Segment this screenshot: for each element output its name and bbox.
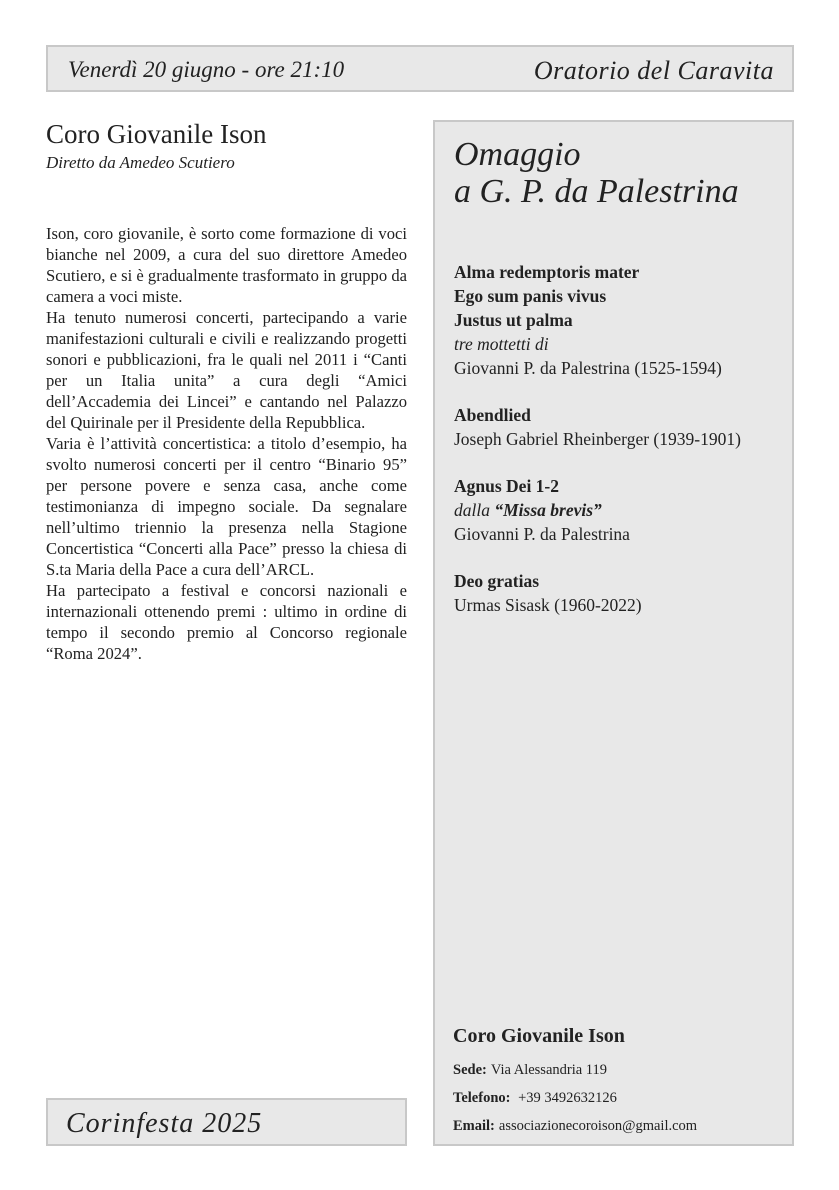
choir-description xyxy=(46,118,407,664)
piece-note: tre mottetti di xyxy=(454,334,549,354)
bio-paragraph: Ha tenuto numerosi concerti, partecipando a varie manifestazioni culturali e civili e realizzando progetti sonori e pubblicazioni, fra le quali nel 2011 i “Canti per un Italia unita” a cura degli “Amici dell’Accademia dei Lincei” e cantando nel Palazzo del Quirinale per il Presidente della Repubblica. xyxy=(46,308,407,432)
piece-source-prefix: dalla xyxy=(454,500,490,520)
address-label: Sede: xyxy=(453,1062,487,1078)
piece-item xyxy=(454,403,784,451)
program-title-line: Omaggio xyxy=(454,136,581,173)
piece-composer: Giovanni P. da Palestrina xyxy=(454,524,630,544)
piece-composer: Joseph Gabriel Rheinberger (1939-1901) xyxy=(454,429,741,449)
choir-bio xyxy=(46,223,407,664)
contact-address xyxy=(453,1056,788,1084)
piece-item xyxy=(454,474,784,546)
festival-banner xyxy=(46,1098,407,1146)
contact-phone xyxy=(453,1084,788,1112)
piece-item xyxy=(454,260,784,380)
bio-paragraph: Varia è l’attività concertistica: a titolo d’esempio, ha svolto numerosi concerti per il centro “Binario 95” per persone povere e senza casa, anche come testimonianza di impegno sociale. Da segnalare nell’ultimo triennio la presenza nella Stagione Concertistica “Concerti alla Pace” presso la chiesa di S.ta Maria della Pace a cura dell’ARCL. xyxy=(46,434,407,579)
program-pieces xyxy=(454,260,784,640)
piece-title: Abendlied xyxy=(454,405,531,425)
piece-composer: Giovanni P. da Palestrina (1525-1594) xyxy=(454,358,722,378)
piece-title: Deo gratias xyxy=(454,571,540,591)
choir-name: Coro Giovanile Ison xyxy=(46,119,267,149)
contact-org: Coro Giovanile Ison xyxy=(453,1025,625,1047)
piece-title: Ego sum panis vivus xyxy=(454,286,607,306)
bio-paragraph: Ha partecipato a festival e concorsi nazionali e internazionali ottenendo premi : ultimo in ordine di tempo il secondo premio al Concorso regionale “Roma 2024”. xyxy=(46,581,407,663)
choir-director: Diretto da Amedeo Scutiero xyxy=(46,153,235,172)
piece-item xyxy=(454,569,784,617)
piece-source-work: “Missa brevis” xyxy=(494,500,602,520)
phone-label: Telefono: xyxy=(453,1090,511,1106)
piece-composer: Urmas Sisask (1960-2022) xyxy=(454,595,642,615)
festival-name: Corinfesta 2025 xyxy=(66,1108,263,1139)
bio-paragraph: Ison, coro giovanile, è sorto come formazione di voci bianche nel 2009, a cura del suo direttore Amedeo Scutiero, e si è gradualmente trasformato in gruppo da camera a voci miste. xyxy=(46,224,407,306)
contact-email xyxy=(453,1112,788,1140)
program-panel xyxy=(433,120,794,1146)
concert-date: Venerdì 20 giugno - ore 21:10 xyxy=(68,57,345,82)
address-value: Via Alessandria 119 xyxy=(490,1062,608,1078)
email-label: Email: xyxy=(453,1118,495,1134)
phone-value: +39 3492632126 xyxy=(518,1090,617,1106)
contact-info xyxy=(453,1025,788,1140)
program-title xyxy=(454,136,739,210)
program-title-line: a G. P. da Palestrina xyxy=(454,173,739,210)
concert-venue: Oratorio del Caravita xyxy=(533,56,774,85)
email-value: associazionecoroison@gmail.com xyxy=(498,1118,698,1134)
piece-title: Alma redemptoris mater xyxy=(454,262,640,282)
piece-source xyxy=(454,498,784,522)
piece-title: Agnus Dei 1-2 xyxy=(454,476,560,496)
piece-title: Justus ut palma xyxy=(454,310,573,330)
header-banner xyxy=(46,45,794,92)
